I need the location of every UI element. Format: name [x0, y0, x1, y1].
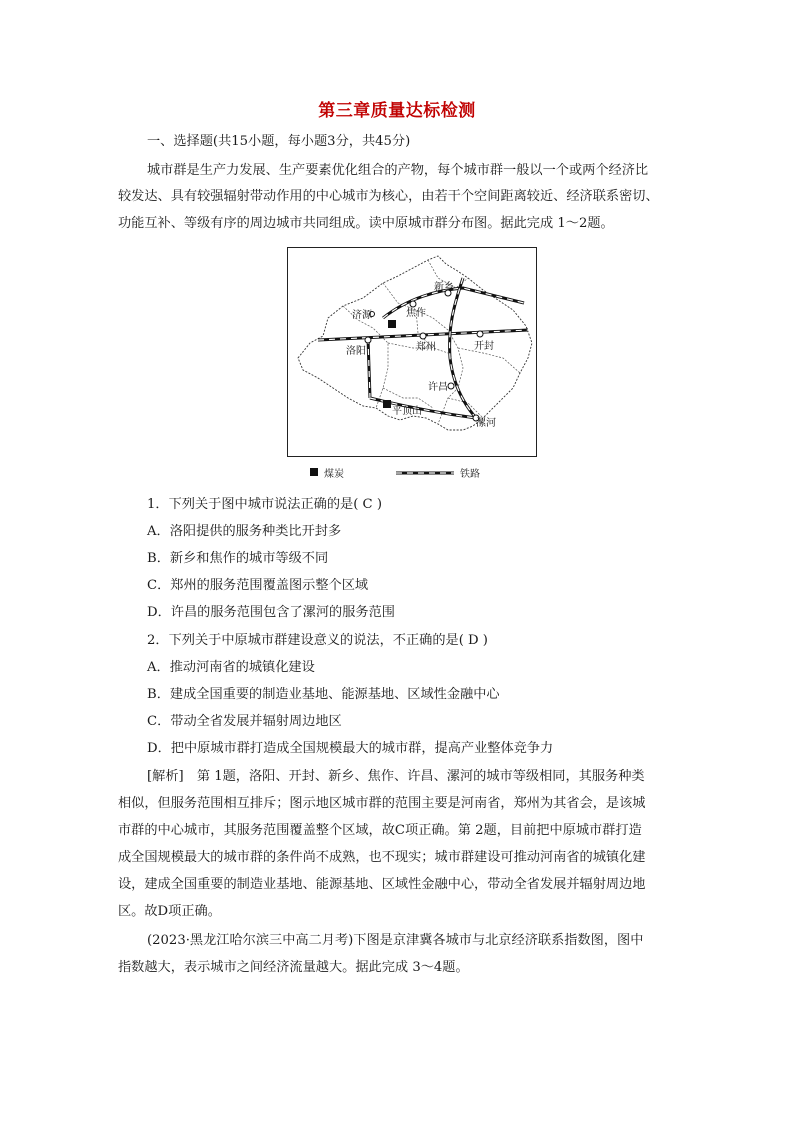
coal-marker-jiaozuo	[388, 320, 396, 328]
city-label-luoyang: 洛阳	[346, 346, 366, 357]
city-label-pingdingshan: 平顶山	[392, 406, 422, 417]
q1-option-a: A．洛阳提供的服务种类比开封多	[147, 524, 342, 539]
page-title: 第三章质量达标检测	[318, 101, 476, 121]
city-label-jiaozuo: 焦作	[406, 308, 426, 319]
city-label-kaifeng: 开封	[474, 341, 494, 352]
analysis-line-2: 相似，但服务范围相互排斥；图示地区城市群的范围主要是河南省，郑州为其省会，是该城	[118, 796, 646, 811]
analysis-line-3: 市群的中心城市，其服务范围覆盖整个区域，故C项正确。第 2题，目前把中原城市群打造	[118, 823, 642, 838]
central-plains-map	[287, 247, 537, 457]
q2-option-b: B．建成全国重要的制造业基地、能源基地、区域性金融中心	[147, 687, 500, 702]
q1-option-c: C．郑州的服务范围覆盖图示整个区域	[147, 578, 369, 593]
city-label-xuchang: 许昌	[428, 382, 448, 393]
next-intro-line-2: 指数越大，表示城市之间经济流量越大。据此完成 3～4题。	[118, 960, 469, 975]
railway-legend-icon	[396, 470, 454, 476]
city-label-zhengzhou: 郑州	[416, 342, 436, 353]
map-drawing	[288, 248, 536, 456]
q2-option-c: C．带动全省发展并辐射周边地区	[147, 714, 342, 729]
intro-line-3: 功能互补、等级有序的周边城市共同组成。读中原城市群分布图。据此完成 1～2题。	[118, 216, 614, 231]
intro-line-2: 较发达、具有较强辐射带动作用的中心城市为核心，由若干个空间距离较近、经济联系密切、	[118, 189, 659, 204]
q1-stem: 1．下列关于图中城市说法正确的是( C )	[147, 497, 382, 512]
q2-option-a: A．推动河南省的城镇化建设	[147, 660, 315, 675]
q1-option-d: D．许昌的服务范围包含了漯河的服务范围	[147, 605, 395, 620]
analysis-line-6: 区。故D项正确。	[118, 904, 221, 919]
analysis-line-1: [解析] 第 1题，洛阳、开封、新乡、焦作、许昌、漯河的城市等级相同，其服务种类	[147, 769, 645, 784]
q2-stem: 2．下列关于中原城市群建设意义的说法，不正确的是( D )	[147, 633, 488, 648]
coal-legend-icon	[310, 468, 318, 476]
section-heading: 一、选择题(共15小题，每小题3分，共45分)	[147, 134, 411, 149]
city-label-luohe: 漯河	[476, 418, 496, 429]
city-label-jiyuan: 济源	[352, 310, 372, 321]
coal-legend-label: 煤炭	[324, 469, 344, 480]
next-intro-line-1: (2023·黑龙江哈尔滨三中高二月考)下图是京津冀各城市与北京经济联系指数图，图中	[147, 933, 644, 948]
q2-option-d: D．把中原城市群打造成全国规模最大的城市群，提高产业整体竞争力	[147, 741, 554, 756]
province-outline	[298, 256, 532, 430]
q1-option-b: B．新乡和焦作的城市等级不同	[147, 551, 329, 566]
railway-legend-label: 铁路	[460, 469, 480, 480]
analysis-line-4: 成全国规模最大的城市群的条件尚不成熟，也不现实；城市群建设可推动河南省的城镇化建	[118, 850, 646, 865]
coal-marker-pingdingshan	[383, 400, 391, 408]
intro-line-1: 城市群是生产力发展、生产要素优化组合的产物，每个城市群一般以一个或两个经济比	[147, 163, 649, 178]
city-label-xinxiang: 新乡	[434, 282, 454, 293]
map-legend	[310, 465, 540, 481]
analysis-line-5: 设，建成全国重要的制造业基地、能源基地、区域性金融中心，带动全省发展并辐射周边地	[118, 877, 646, 892]
